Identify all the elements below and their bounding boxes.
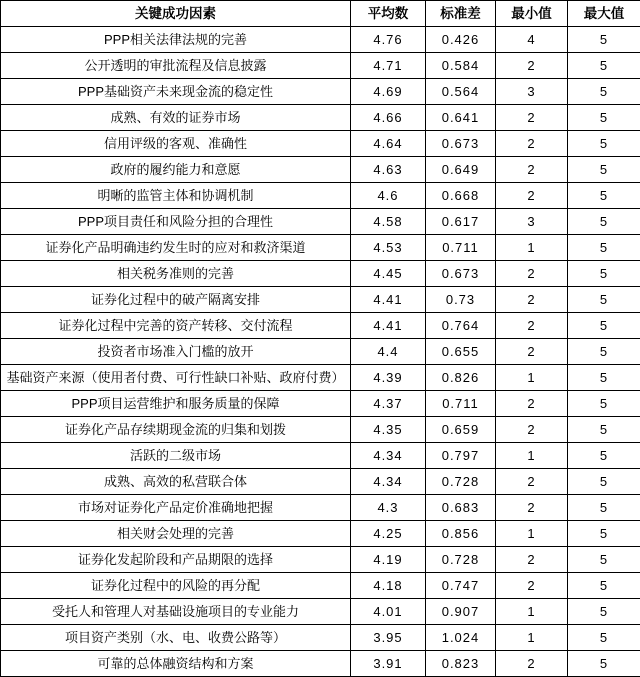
stat-value-cell: 0.668 — [426, 183, 496, 209]
stat-value-cell: 2 — [496, 261, 568, 287]
table-row — [1, 443, 640, 469]
column-header-1: 平均数 — [351, 1, 426, 27]
factor-name-cell: 相关税务准则的完善 — [1, 261, 351, 287]
stat-value-cell: 5 — [568, 209, 640, 235]
table-row — [1, 261, 640, 287]
factor-name-cell: 证券化过程中的风险的再分配 — [1, 573, 351, 599]
stat-value-cell: 5 — [568, 391, 640, 417]
stat-value-cell: 0.584 — [426, 53, 496, 79]
factor-name-cell: 成熟、有效的证券市场 — [1, 105, 351, 131]
factor-name-cell: 相关财会处理的完善 — [1, 521, 351, 547]
stat-value-cell: 5 — [568, 157, 640, 183]
stat-value-cell: 5 — [568, 651, 640, 677]
factor-name-cell: 活跃的二级市场 — [1, 443, 351, 469]
factor-name-cell: PPP基础资产未来现金流的稳定性 — [1, 79, 351, 105]
factor-name-cell: 基础资产来源（使用者付费、可行性缺口补贴、政府付费） — [1, 365, 351, 391]
table-row — [1, 157, 640, 183]
factor-name-cell: 明晰的监管主体和协调机制 — [1, 183, 351, 209]
table-row — [1, 599, 640, 625]
factor-name-cell: 投资者市场准入门槛的放开 — [1, 339, 351, 365]
stat-value-cell: 4.4 — [351, 339, 426, 365]
table-row — [1, 651, 640, 677]
factor-name-cell: 成熟、高效的私营联合体 — [1, 469, 351, 495]
stat-value-cell: 4.76 — [351, 27, 426, 53]
stat-value-cell: 2 — [496, 495, 568, 521]
factor-name-cell: PPP项目运营维护和服务质量的保障 — [1, 391, 351, 417]
stat-value-cell: 4.71 — [351, 53, 426, 79]
table-header — [1, 1, 640, 27]
table-row — [1, 313, 640, 339]
factor-name-cell: 政府的履约能力和意愿 — [1, 157, 351, 183]
stat-value-cell: 5 — [568, 365, 640, 391]
table-row — [1, 547, 640, 573]
stat-value-cell: 0.659 — [426, 417, 496, 443]
factor-name-cell: PPP项目责任和风险分担的合理性 — [1, 209, 351, 235]
stat-value-cell: 5 — [568, 105, 640, 131]
stat-value-cell: 5 — [568, 469, 640, 495]
table-row — [1, 79, 640, 105]
factor-name-cell: 受托人和管理人对基础设施项目的专业能力 — [1, 599, 351, 625]
factor-name-cell: PPP相关法律法规的完善 — [1, 27, 351, 53]
stat-value-cell: 1.024 — [426, 625, 496, 651]
stat-value-cell: 0.764 — [426, 313, 496, 339]
stat-value-cell: 1 — [496, 625, 568, 651]
stat-value-cell: 4.58 — [351, 209, 426, 235]
stat-value-cell: 0.728 — [426, 469, 496, 495]
stat-value-cell: 4.41 — [351, 313, 426, 339]
table-row — [1, 287, 640, 313]
factor-name-cell: 证券化发起阶段和产品期限的选择 — [1, 547, 351, 573]
stat-value-cell: 4.53 — [351, 235, 426, 261]
factor-name-cell: 证券化产品存续期现金流的归集和划拨 — [1, 417, 351, 443]
stat-value-cell: 0.728 — [426, 547, 496, 573]
stat-value-cell: 0.673 — [426, 261, 496, 287]
factor-name-cell: 公开透明的审批流程及信息披露 — [1, 53, 351, 79]
stat-value-cell: 2 — [496, 105, 568, 131]
stat-value-cell: 0.73 — [426, 287, 496, 313]
factor-name-cell: 市场对证券化产品定价准确地把握 — [1, 495, 351, 521]
stat-value-cell: 4.25 — [351, 521, 426, 547]
stat-value-cell: 4.01 — [351, 599, 426, 625]
stat-value-cell: 4.63 — [351, 157, 426, 183]
stat-value-cell: 5 — [568, 495, 640, 521]
stat-value-cell: 5 — [568, 573, 640, 599]
stat-value-cell: 4.45 — [351, 261, 426, 287]
stat-value-cell: 4 — [496, 27, 568, 53]
stat-value-cell: 2 — [496, 651, 568, 677]
table-row — [1, 53, 640, 79]
stat-value-cell: 3.95 — [351, 625, 426, 651]
table-row — [1, 625, 640, 651]
stat-value-cell: 5 — [568, 599, 640, 625]
table-row — [1, 183, 640, 209]
stat-value-cell: 5 — [568, 27, 640, 53]
stat-value-cell: 0.655 — [426, 339, 496, 365]
stat-value-cell: 1 — [496, 235, 568, 261]
factor-name-cell: 项目资产类别（水、电、收费公路等） — [1, 625, 351, 651]
stat-value-cell: 2 — [496, 131, 568, 157]
table-row — [1, 131, 640, 157]
stat-value-cell: 4.18 — [351, 573, 426, 599]
stat-value-cell: 4.39 — [351, 365, 426, 391]
table-body — [1, 27, 640, 677]
stat-value-cell: 2 — [496, 313, 568, 339]
stat-value-cell: 0.641 — [426, 105, 496, 131]
stat-value-cell: 0.823 — [426, 651, 496, 677]
stat-value-cell: 4.34 — [351, 469, 426, 495]
stat-value-cell: 0.747 — [426, 573, 496, 599]
stat-value-cell: 4.37 — [351, 391, 426, 417]
stat-value-cell: 5 — [568, 235, 640, 261]
stat-value-cell: 5 — [568, 417, 640, 443]
stat-value-cell: 2 — [496, 391, 568, 417]
stat-value-cell: 5 — [568, 547, 640, 573]
stat-value-cell: 5 — [568, 53, 640, 79]
stat-value-cell: 5 — [568, 131, 640, 157]
stat-value-cell: 0.649 — [426, 157, 496, 183]
factor-name-cell: 可靠的总体融资结构和方案 — [1, 651, 351, 677]
stat-value-cell: 2 — [496, 573, 568, 599]
stat-value-cell: 0.711 — [426, 235, 496, 261]
column-header-4: 最大值 — [568, 1, 640, 27]
column-header-3: 最小值 — [496, 1, 568, 27]
table-row — [1, 365, 640, 391]
factor-name-cell: 证券化过程中完善的资产转移、交付流程 — [1, 313, 351, 339]
stat-value-cell: 1 — [496, 365, 568, 391]
stat-value-cell: 0.426 — [426, 27, 496, 53]
stat-value-cell: 2 — [496, 157, 568, 183]
stat-value-cell: 5 — [568, 261, 640, 287]
table-row — [1, 573, 640, 599]
stat-value-cell: 4.6 — [351, 183, 426, 209]
stat-value-cell: 0.564 — [426, 79, 496, 105]
table-row — [1, 339, 640, 365]
stat-value-cell: 5 — [568, 79, 640, 105]
stat-value-cell: 1 — [496, 443, 568, 469]
stat-value-cell: 4.19 — [351, 547, 426, 573]
table-row — [1, 469, 640, 495]
stat-value-cell: 5 — [568, 313, 640, 339]
stat-value-cell: 5 — [568, 521, 640, 547]
stat-value-cell: 5 — [568, 339, 640, 365]
stat-value-cell: 3.91 — [351, 651, 426, 677]
factor-name-cell: 证券化过程中的破产隔离安排 — [1, 287, 351, 313]
table-row — [1, 417, 640, 443]
stat-value-cell: 2 — [496, 183, 568, 209]
stat-value-cell: 2 — [496, 53, 568, 79]
stat-value-cell: 4.64 — [351, 131, 426, 157]
stat-value-cell: 4.35 — [351, 417, 426, 443]
stat-value-cell: 0.907 — [426, 599, 496, 625]
header-row — [1, 1, 640, 27]
stat-value-cell: 1 — [496, 521, 568, 547]
stat-value-cell: 0.673 — [426, 131, 496, 157]
factor-name-cell: 证券化产品明确违约发生时的应对和救济渠道 — [1, 235, 351, 261]
column-header-2: 标准差 — [426, 1, 496, 27]
table-row — [1, 521, 640, 547]
stat-value-cell: 5 — [568, 443, 640, 469]
stat-value-cell: 3 — [496, 79, 568, 105]
stat-value-cell: 3 — [496, 209, 568, 235]
table-row — [1, 105, 640, 131]
stat-value-cell: 4.41 — [351, 287, 426, 313]
stat-value-cell: 1 — [496, 599, 568, 625]
table-row — [1, 209, 640, 235]
table-row — [1, 27, 640, 53]
stat-value-cell: 2 — [496, 469, 568, 495]
stat-value-cell: 4.3 — [351, 495, 426, 521]
stat-value-cell: 0.711 — [426, 391, 496, 417]
stat-value-cell: 2 — [496, 339, 568, 365]
stat-value-cell: 2 — [496, 417, 568, 443]
stat-value-cell: 4.66 — [351, 105, 426, 131]
stat-value-cell: 2 — [496, 287, 568, 313]
stat-value-cell: 0.617 — [426, 209, 496, 235]
stat-value-cell: 0.826 — [426, 365, 496, 391]
stat-value-cell: 4.69 — [351, 79, 426, 105]
stat-value-cell: 5 — [568, 183, 640, 209]
stat-value-cell: 0.797 — [426, 443, 496, 469]
column-header-0: 关键成功因素 — [1, 1, 351, 27]
stat-value-cell: 0.856 — [426, 521, 496, 547]
table-row — [1, 391, 640, 417]
stat-value-cell: 5 — [568, 287, 640, 313]
stat-value-cell: 2 — [496, 547, 568, 573]
table-row — [1, 235, 640, 261]
stat-value-cell: 0.683 — [426, 495, 496, 521]
stat-value-cell: 5 — [568, 625, 640, 651]
stat-value-cell: 4.34 — [351, 443, 426, 469]
factor-name-cell: 信用评级的客观、准确性 — [1, 131, 351, 157]
table-row — [1, 495, 640, 521]
